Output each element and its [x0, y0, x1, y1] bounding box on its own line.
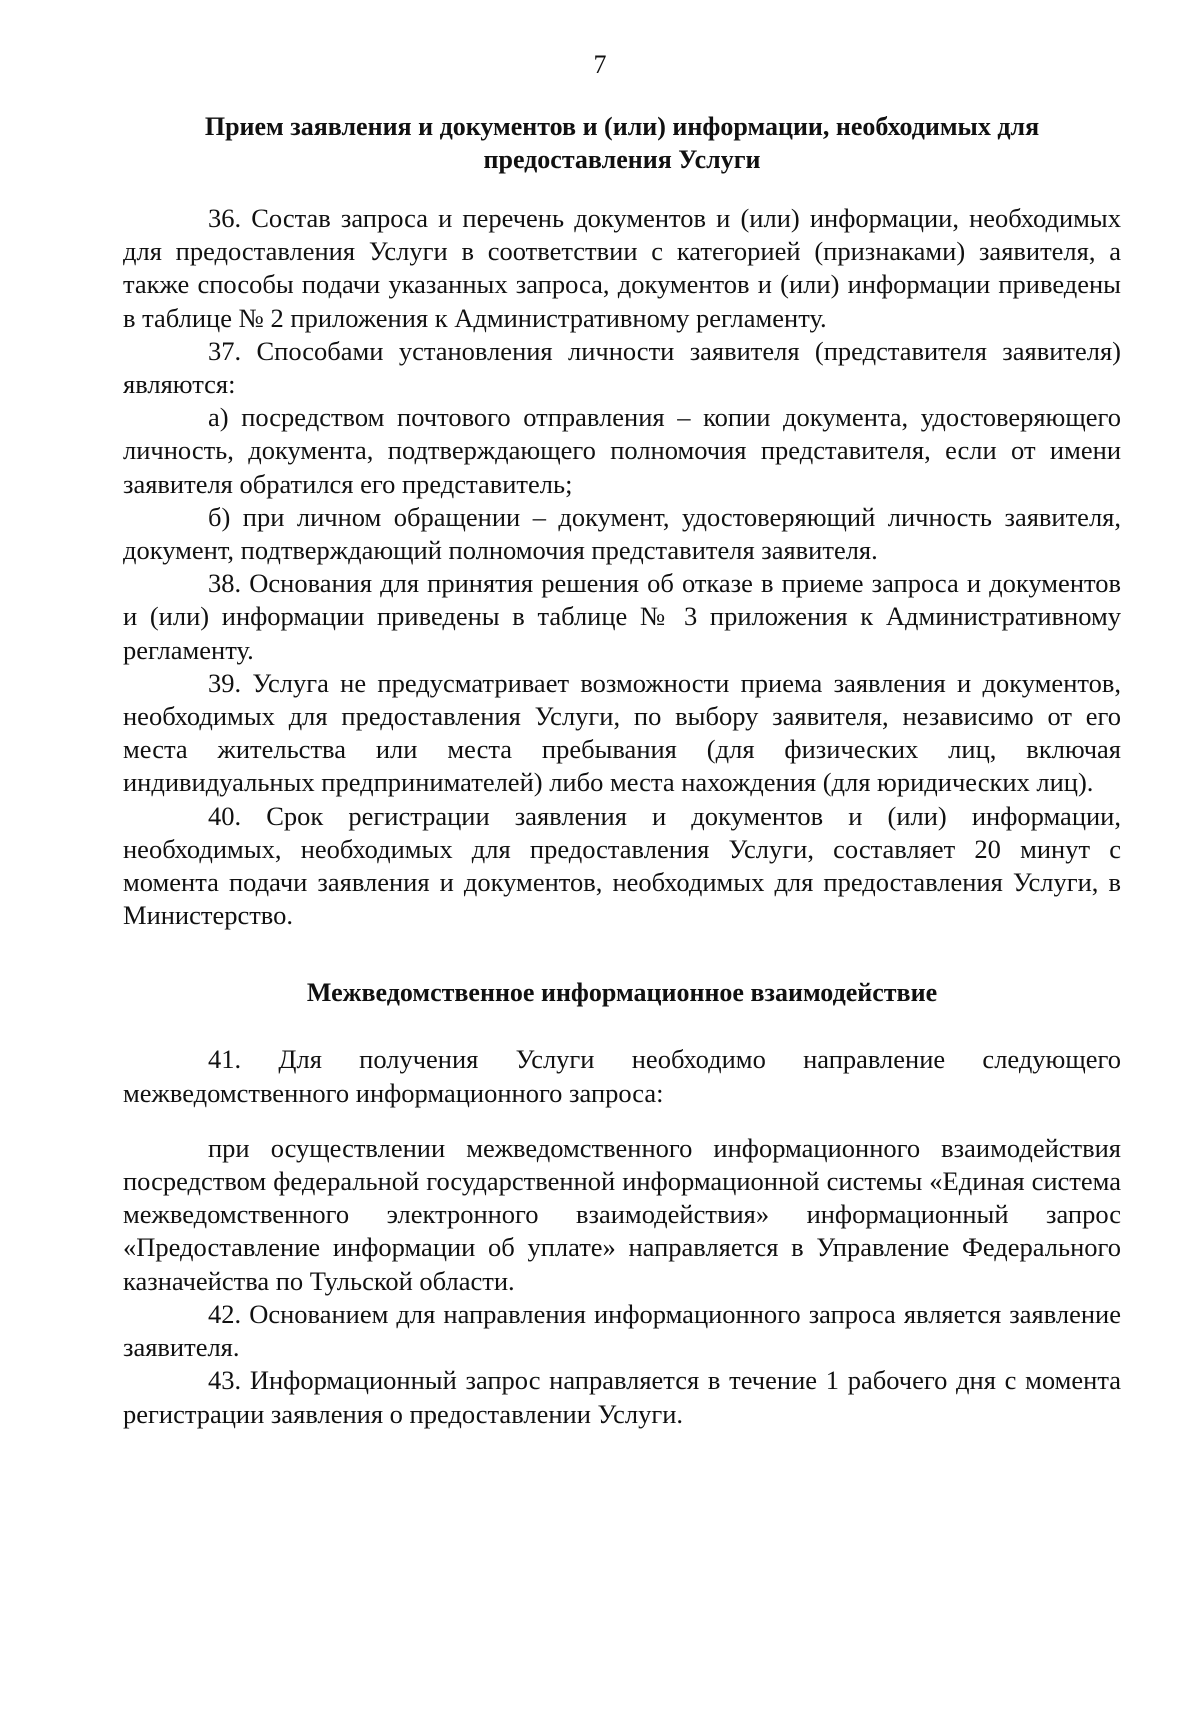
paragraph-39: 39. Услуга не предусматривает возможности приема заявления и документов, необходимых для предоставления Услуги, по выбору заявителя, независимо от его места жительства или места пребывания (для физических лиц, включая индивидуальных предпринимателей) либо места нахождения (для юридических лиц). [123, 667, 1121, 798]
paragraph-37-a: а) посредством почтового отправления – копии документа, удостоверяющего личность, документа, подтверждающего полномочия представителя, если от имени заявителя обратился его представитель; [123, 402, 1121, 499]
paragraph-42: 42. Основанием для направления информационного запроса является заявление заявителя. [123, 1298, 1121, 1363]
section-heading-interagency-interaction: Межведомственное информационное взаимодействие [306, 978, 938, 1008]
document-body [123, 110, 1121, 1431]
paragraph-36: 36. Состав запроса и перечень документов и (или) информации, необходимых для предоставления Услуги в соответствии с категорией (признаками) заявителя, а также способы подачи указанных запроса, документов и (или) информации приведены в таблице № 2 приложения к Административному регламенту. [123, 203, 1121, 333]
paragraph-40: 40. Срок регистрации заявления и документов и (или) информации, необходимых, необходимых для предоставления Услуги, составляет 20 минут с момента подачи заявления и документов, необходимых для предоставления Услуги, в Министерство. [123, 800, 1121, 931]
page-number: 7 [593, 50, 607, 79]
paragraph-37: 37. Способами установления личности заявителя (представителя заявителя) являются: [123, 335, 1121, 400]
paragraph-37-b: б) при личном обращении – документ, удостоверяющий личность заявителя, документ, подтверждающий полномочия представителя заявителя. [123, 501, 1121, 566]
paragraph-43: 43. Информационный запрос направляется в течение 1 рабочего дня с момента регистрации заявления о предоставлении Услуги. [123, 1365, 1121, 1429]
section-heading-application-acceptance: Прием заявления и документов и (или) информации, необходимых для предоставления Услуги [204, 112, 1040, 174]
paragraph-interagency-request: при осуществлении межведомственного информационного взаимодействия посредством федеральной государственной информационной системы «Единая система межведомственного электронного взаимодействия» информационный запрос «Предоставление информации об уплате» направляется в Управление Федерального казначейства по Тульской области. [123, 1132, 1121, 1296]
paragraph-38: 38. Основания для принятия решения об отказе в приеме запроса и документов и (или) информации приведены в таблице № 3 приложения к Административному регламенту. [123, 568, 1121, 665]
paragraph-41: 41. Для получения Услуги необходимо направление следующего межведомственного информационного запроса: [123, 1044, 1121, 1108]
